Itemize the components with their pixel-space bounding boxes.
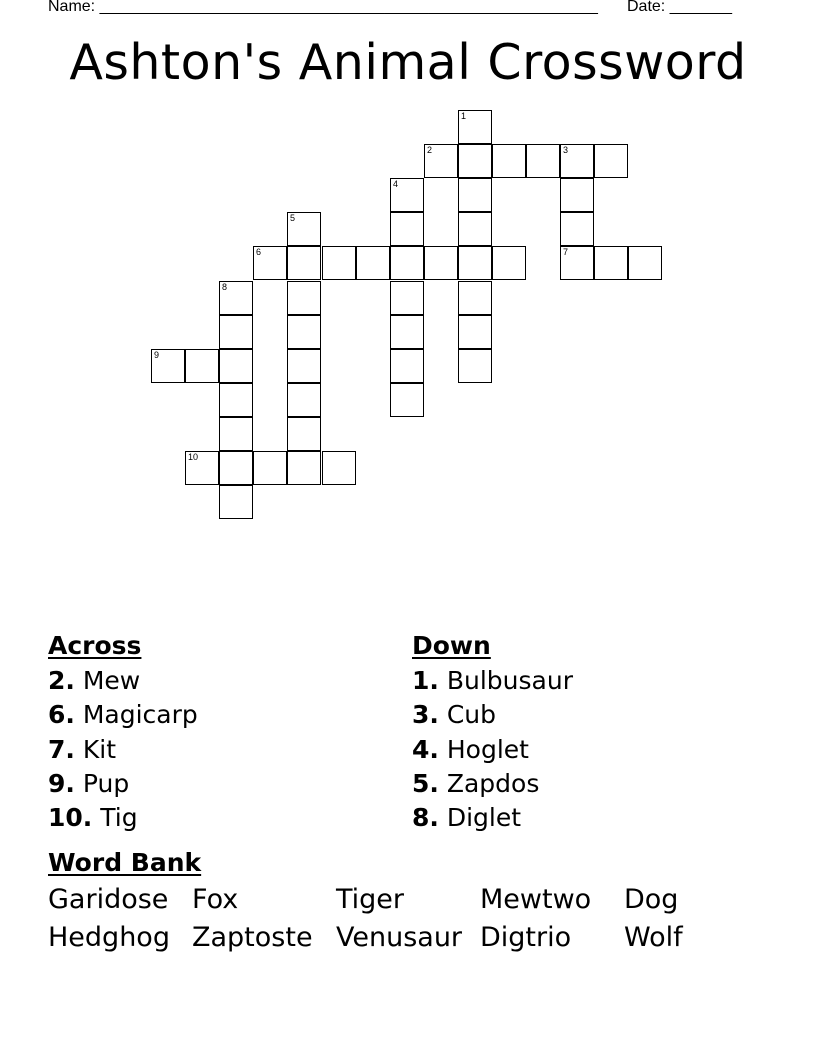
down-clue xyxy=(412,769,539,799)
down-clue xyxy=(412,735,529,765)
down-clue xyxy=(412,700,496,730)
crossword-cell[interactable] xyxy=(628,246,662,280)
clue-number-label: 4. xyxy=(412,734,439,764)
crossword-cell[interactable] xyxy=(390,281,424,315)
down-heading: Down xyxy=(412,631,491,660)
word-bank-item: Zaptoste xyxy=(192,922,313,953)
clue-number: 4 xyxy=(393,179,399,189)
word-bank-item: Digtrio xyxy=(480,922,572,953)
clue-number: 8 xyxy=(222,282,228,292)
across-clue xyxy=(48,769,129,799)
word-bank-item: Garidose xyxy=(48,884,169,915)
clue-number: 3 xyxy=(563,145,569,155)
clue-number-label: 6. xyxy=(48,700,75,730)
clue-number-label: 3. xyxy=(412,700,439,730)
clue-number-label: 9. xyxy=(48,768,75,798)
clue-text: Diglet xyxy=(438,803,522,833)
down-clue xyxy=(412,666,573,696)
crossword-cell[interactable] xyxy=(390,212,424,246)
crossword-cell[interactable] xyxy=(322,451,356,485)
crossword-cell[interactable] xyxy=(560,144,594,178)
crossword-cell[interactable] xyxy=(287,246,321,280)
clue-text: Pup xyxy=(74,768,130,798)
crossword-cell[interactable] xyxy=(219,349,253,383)
word-bank-item: Wolf xyxy=(624,922,683,953)
word-bank-heading: Word Bank xyxy=(48,848,202,877)
crossword-cell[interactable] xyxy=(594,144,628,178)
crossword-cell[interactable] xyxy=(492,246,526,280)
crossword-cell[interactable] xyxy=(253,451,287,485)
clue-number-label: 8. xyxy=(412,803,439,833)
crossword-cell[interactable] xyxy=(219,315,253,349)
date-field-label: Date: _______ xyxy=(627,0,732,15)
clue-number: 7 xyxy=(563,247,569,257)
crossword-cell[interactable] xyxy=(390,383,424,417)
crossword-cell[interactable] xyxy=(151,349,185,383)
clue-text: Kit xyxy=(74,734,116,764)
crossword-cell[interactable] xyxy=(458,349,492,383)
crossword-cell[interactable] xyxy=(560,246,594,280)
across-clue xyxy=(48,803,138,833)
crossword-cell[interactable] xyxy=(287,315,321,349)
clue-number-label: 7. xyxy=(48,734,75,764)
crossword-cell[interactable] xyxy=(219,281,253,315)
crossword-cell[interactable] xyxy=(390,178,424,212)
clue-number: 10 xyxy=(188,452,199,462)
crossword-cell[interactable] xyxy=(185,451,219,485)
crossword-cell[interactable] xyxy=(492,144,526,178)
crossword-cell[interactable] xyxy=(458,212,492,246)
down-clue xyxy=(412,803,521,833)
across-clue xyxy=(48,735,116,765)
crossword-cell[interactable] xyxy=(219,383,253,417)
across-heading: Across xyxy=(48,631,142,660)
clue-number-label: 10. xyxy=(48,803,93,833)
clue-text: Magicarp xyxy=(74,700,198,730)
crossword-cell[interactable] xyxy=(424,246,458,280)
word-bank-item: Hedghog xyxy=(48,922,170,953)
crossword-cell[interactable] xyxy=(560,178,594,212)
across-clue xyxy=(48,700,198,730)
crossword-cell[interactable] xyxy=(219,485,253,519)
clue-text: Tig xyxy=(92,803,138,833)
crossword-cell[interactable] xyxy=(287,212,321,246)
crossword-cell[interactable] xyxy=(594,246,628,280)
crossword-cell[interactable] xyxy=(356,246,390,280)
crossword-cell[interactable] xyxy=(390,246,424,280)
clue-text: Mew xyxy=(74,666,141,695)
clue-text: Hoglet xyxy=(438,734,529,764)
word-bank-item: Fox xyxy=(192,884,239,915)
clue-number: 2 xyxy=(427,145,433,155)
clue-number: 9 xyxy=(154,350,160,360)
across-clue xyxy=(48,666,140,696)
clue-text: Zapdos xyxy=(438,768,540,798)
word-bank-item: Tiger xyxy=(336,884,405,915)
crossword-cell[interactable] xyxy=(526,144,560,178)
crossword-cell[interactable] xyxy=(458,144,492,178)
crossword-cell[interactable] xyxy=(322,246,356,280)
clue-text: Bulbusaur xyxy=(438,666,573,695)
clue-number: 6 xyxy=(256,247,262,257)
crossword-cell[interactable] xyxy=(390,349,424,383)
crossword-cell[interactable] xyxy=(219,417,253,451)
page-title: Ashton's Animal Crossword xyxy=(69,34,747,91)
crossword-cell[interactable] xyxy=(458,110,492,144)
crossword-cell[interactable] xyxy=(560,212,594,246)
crossword-cell[interactable] xyxy=(424,144,458,178)
clue-number: 1 xyxy=(461,111,467,121)
clue-number-label: 2. xyxy=(48,666,75,695)
crossword-cell[interactable] xyxy=(219,451,253,485)
crossword-cell[interactable] xyxy=(253,246,287,280)
clue-text: Cub xyxy=(438,700,497,730)
name-field-label: Name: ________________________________________________________ xyxy=(48,0,598,15)
crossword-cell[interactable] xyxy=(458,178,492,212)
crossword-cell[interactable] xyxy=(458,246,492,280)
crossword-cell[interactable] xyxy=(185,349,219,383)
crossword-cell[interactable] xyxy=(287,349,321,383)
clue-number: 5 xyxy=(290,213,296,223)
crossword-cell[interactable] xyxy=(287,451,321,485)
crossword-cell[interactable] xyxy=(287,281,321,315)
crossword-cell[interactable] xyxy=(458,281,492,315)
crossword-cell[interactable] xyxy=(390,315,424,349)
word-bank-item: Venusaur xyxy=(336,922,463,953)
crossword-cell[interactable] xyxy=(287,417,321,451)
word-bank-item: Dog xyxy=(624,884,679,915)
clue-number-label: 5. xyxy=(412,768,439,798)
crossword-cell[interactable] xyxy=(458,315,492,349)
word-bank-item: Mewtwo xyxy=(480,884,592,915)
crossword-cell[interactable] xyxy=(287,383,321,417)
clue-number-label: 1. xyxy=(412,666,439,695)
